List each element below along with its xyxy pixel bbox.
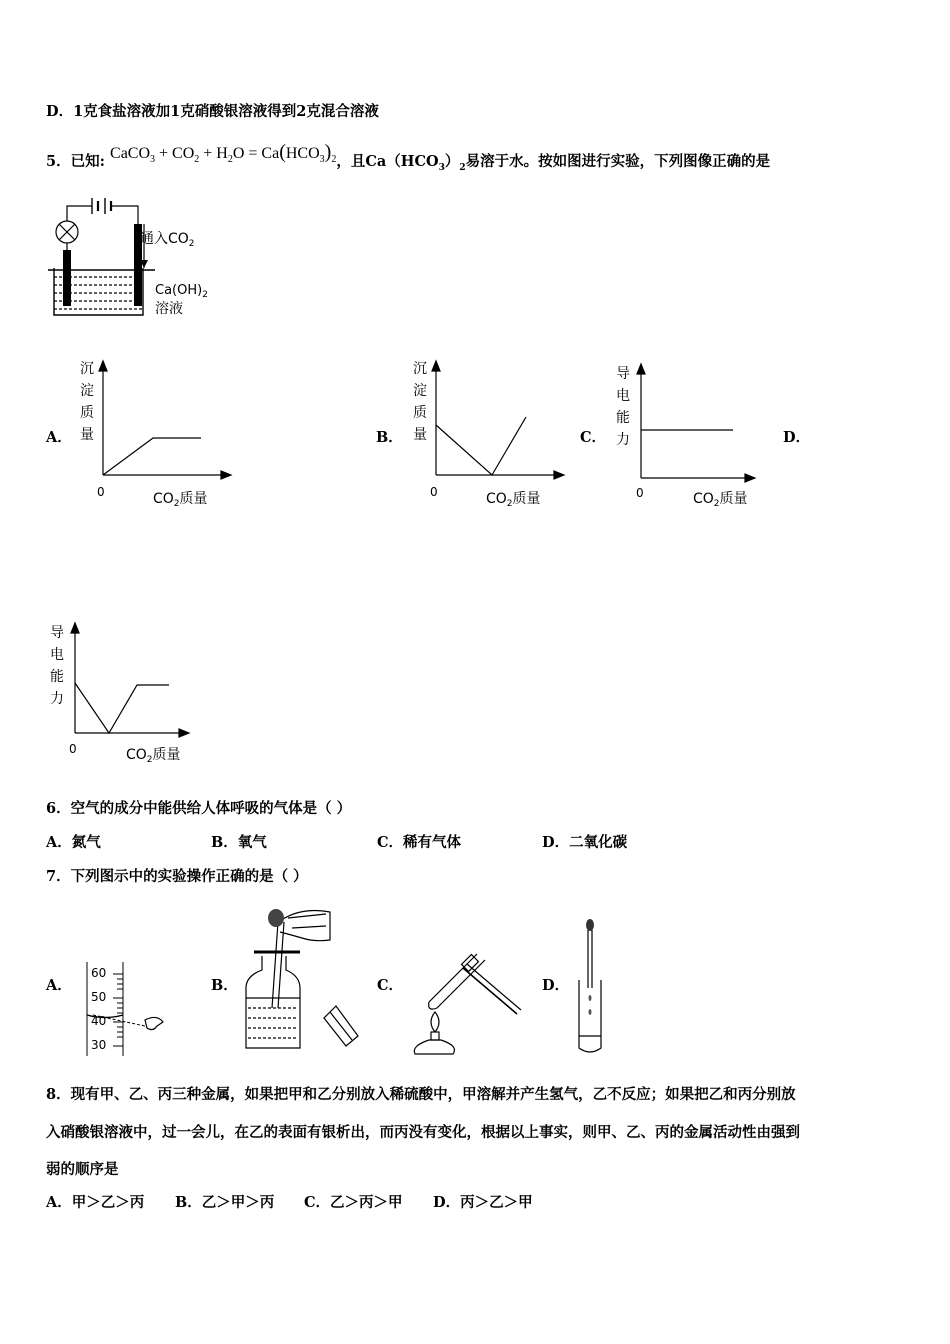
y-label: 沉 (80, 361, 94, 377)
q8-option-a: A．甲＞乙＞丙 (46, 1194, 145, 1211)
graph-a (75, 355, 235, 510)
q8-option-d: D．丙＞乙＞甲 (433, 1194, 533, 1211)
x-label: $CO_2$质量 (153, 491, 208, 509)
q5-prefix: 5．已知: (46, 153, 105, 170)
y-label: 力 (50, 691, 64, 707)
y-label: 质 (413, 405, 427, 421)
q7-option-b-label: B． (211, 977, 238, 994)
q5-equation (110, 141, 337, 166)
dropper-bottle-figure (238, 900, 368, 1055)
graph-line (436, 417, 526, 475)
q5-suffix: ，且Ca（HCO (336, 153, 439, 170)
origin-label: 0 (97, 485, 105, 499)
q6-option-b: B．氧气 (211, 834, 267, 851)
q6-option-a: A．氮气 (46, 834, 101, 851)
cylinder-mark: 60 (91, 966, 107, 980)
y-label: 淀 (80, 383, 94, 399)
alcohol-lamp-icon (414, 1040, 454, 1054)
graph-d (47, 615, 207, 770)
x-label: $CO_2$质量 (126, 747, 181, 765)
eq-co: + CO (155, 145, 195, 162)
q5-stem (46, 141, 771, 178)
y-label: 量 (413, 427, 427, 443)
q4-option-d: D．1克食盐溶液加1克硝酸银溶液得到2克混合溶液 (46, 103, 379, 120)
q5-suffix3: 易溶于水。按如图进行实验，下列图像正确的是 (465, 153, 771, 170)
graph-line (103, 438, 201, 475)
eq-o-ca: O = Ca (232, 145, 280, 162)
heating-test-tube-figure (405, 940, 525, 1060)
eq-sub: 2 (227, 154, 233, 166)
electrode-left (63, 250, 71, 306)
q5-option-b-label: B． (376, 429, 403, 446)
graph-line (75, 683, 169, 733)
q5-option-d-label: D． (783, 429, 811, 446)
solution-label-2: 溶液 (155, 301, 183, 317)
y-label: 量 (80, 427, 94, 443)
y-label: 能 (616, 410, 630, 426)
eye-icon (145, 1017, 163, 1029)
q5-option-c-label: C． (580, 429, 607, 446)
origin-label: 0 (636, 486, 644, 500)
eq-paren: ) (324, 141, 332, 163)
eq-paren: ( (279, 141, 286, 163)
y-label: 能 (50, 669, 64, 685)
q6-stem: 6．空气的成分中能供给人体呼吸的气体是（ ） (46, 800, 352, 817)
flame-icon (431, 1012, 439, 1032)
y-label: 力 (616, 432, 630, 448)
eq-sub: 2 (194, 154, 200, 166)
q5-option-a-label: A． (46, 429, 72, 446)
origin-label: 0 (430, 485, 438, 499)
y-label: 导 (50, 625, 64, 641)
q8-line-2: 入硝酸银溶液中，过一会儿，在乙的表面有银析出，而丙没有变化，根据以上事实，则甲、乙、丙的金属活动性由强到 (46, 1124, 800, 1141)
sub: 3 (438, 162, 445, 173)
eq-h: + H (199, 145, 228, 162)
y-label: 电 (50, 647, 64, 663)
solution-label: $Ca(OH)_2$ (155, 283, 208, 300)
q5-suffix2: ） (444, 153, 460, 170)
x-label: $CO_2$质量 (693, 491, 748, 509)
y-label: 淀 (413, 383, 427, 399)
sub: 2 (459, 162, 466, 173)
eq-sub: 3 (319, 154, 325, 166)
y-label: 电 (616, 388, 630, 404)
q8-line-3: 弱的顺序是 (46, 1161, 119, 1178)
graph-c (613, 358, 773, 513)
eq-caco: CaCO (110, 145, 151, 162)
origin-label: 0 (69, 742, 77, 756)
eq-sub: 3 (150, 154, 156, 166)
q8-option-b: B．乙＞甲＞丙 (175, 1194, 275, 1211)
q6-option-d: D．二氧化碳 (542, 834, 628, 851)
dropper-test-tube-figure (575, 918, 605, 1058)
q7-stem: 7．下列图示中的实验操作正确的是（ ） (46, 868, 308, 885)
y-label: 沉 (413, 361, 427, 377)
y-label: 质 (80, 405, 94, 421)
eq-sub: 2 (331, 154, 337, 166)
q5-apparatus-diagram (40, 190, 240, 325)
q8-line-1: 8．现有甲、乙、丙三种金属，如果把甲和乙分别放入稀硫酸中，甲溶解并产生氢气，乙不反应；如果把乙和丙分别放 (46, 1086, 796, 1103)
graph-b (408, 355, 568, 510)
q7-option-c-label: C． (377, 977, 404, 994)
cylinder-mark: 40 (91, 1014, 107, 1028)
q8-option-c: C．乙＞丙＞甲 (304, 1194, 403, 1211)
x-label: $CO_2$质量 (486, 491, 541, 509)
graduated-cylinder-figure (83, 960, 178, 1060)
cylinder-mark: 30 (91, 1038, 107, 1052)
co2-label: 通入$CO_2$ (140, 231, 195, 249)
eq-hco: HCO (285, 145, 320, 162)
y-label: 导 (616, 366, 630, 382)
q6-option-c: C．稀有气体 (377, 834, 462, 851)
q7-option-d-label: D． (542, 977, 570, 994)
q7-option-a-label: A． (46, 977, 72, 994)
cylinder-mark: 50 (91, 990, 107, 1004)
